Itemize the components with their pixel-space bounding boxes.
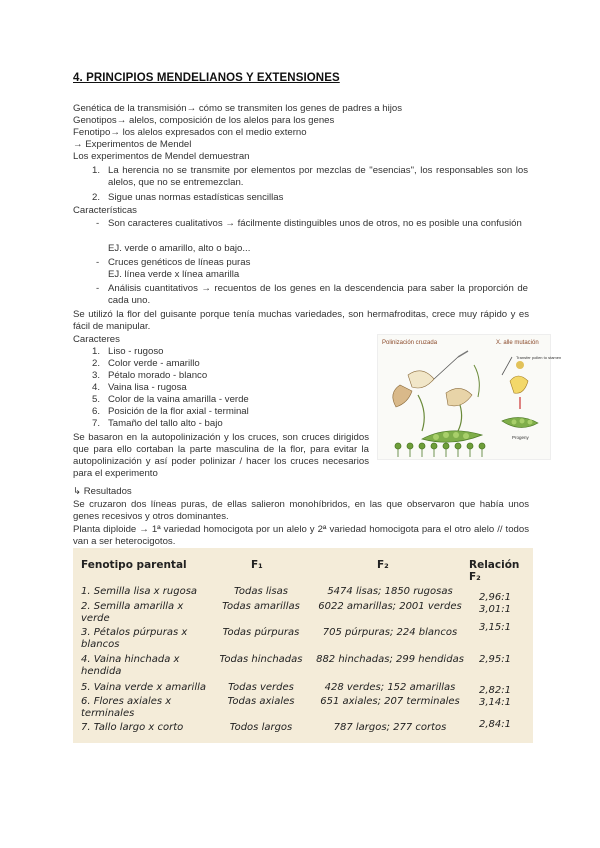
paragraph-planta: Planta diploide → 1ª variedad homocigota por un alelo y 2ª variedad homocigota para el otro alelo // todos van a ser heterocigotos. xyxy=(73,524,529,547)
section-title: 4. PRINCIPIOS MENDELIANOS Y EXTENSIONES xyxy=(73,72,340,84)
figure-right-label: X. alle mutación xyxy=(496,340,539,346)
table-cell: 2,95:1 xyxy=(479,654,511,665)
table-cell: 882 hinchadas; 299 hendidas xyxy=(316,654,464,665)
list-subitem: EJ. línea verde x línea amarilla xyxy=(108,269,240,280)
list-number: 3. xyxy=(92,370,101,381)
resultados-label: ↳ Resultados xyxy=(73,486,132,497)
paragraph-cruzaron: Se cruzaron dos líneas puras, de ellas salieron monohíbridos, en las que observaron que había unos genes recesivos y otros dominantes. xyxy=(73,499,529,522)
table-cell: 4. Vaina hinchada x hendida xyxy=(81,654,180,677)
bullet-dash: - xyxy=(96,283,100,294)
list-item: Liso - rugoso xyxy=(108,346,164,357)
table-cell: 3,01:1 xyxy=(479,604,511,615)
list-number: 2. xyxy=(92,192,101,203)
list-item: Color verde - amarillo xyxy=(108,358,200,369)
list-item: La herencia no se transmite por elementos por mezclas de "esencias", los responsables son los alelos, que no se entremezclan. xyxy=(108,165,528,188)
list-item: Color de la vaina amarilla - verde xyxy=(108,394,249,405)
bullet-dash: - xyxy=(96,218,100,229)
pollination-illustration xyxy=(378,335,562,459)
table-cell: 705 púrpuras; 224 blancos xyxy=(322,627,458,638)
intro-line: Los experimentos de Mendel demuestran xyxy=(73,151,250,162)
table-cell: 2,96:1 xyxy=(479,592,511,603)
table-cell: Todas axiales xyxy=(227,696,295,707)
table-cell: 5. Vaina verde x amarilla xyxy=(81,682,206,693)
table-cell: Todas hinchadas xyxy=(219,654,303,665)
table-cell: Todas amarillas xyxy=(222,601,300,612)
caracteres-label: Caracteres xyxy=(73,334,120,345)
list-number: 6. xyxy=(92,406,101,417)
table-cell: 5474 lisas; 1850 rugosas xyxy=(327,586,453,597)
list-number: 4. xyxy=(92,382,101,393)
table-cell: 6022 amarillas; 2001 verdes xyxy=(318,601,462,612)
intro-line: → Experimentos de Mendel xyxy=(73,139,192,150)
intro-line: Genotipos→ alelos, composición de los alelos para los genes xyxy=(73,115,335,126)
intro-line: Fenotipo→ los alelos expresados con el medio externo xyxy=(73,127,307,138)
list-number: 1. xyxy=(92,165,101,176)
paragraph-guisante: Se utilizó la flor del guisante porque tenía muchas variedades, son hermafroditas, crece muy rápido y es fácil de manipular. xyxy=(73,309,529,332)
table-cell: Todas lisas xyxy=(234,586,288,597)
list-item: Vaina lisa - rugosa xyxy=(108,382,187,393)
caracteristicas-label: Características xyxy=(73,205,137,216)
list-subitem: EJ. verde o amarillo, alto o bajo... xyxy=(108,243,251,254)
paragraph-autopolinizacion: Se basaron en la autopolinización y los cruces, son cruces dirigidos que para ello cortaban la parte masculina de la flor, para evitar la autopolinización y así poder polinizar / hacer los cruces necesarios para el experimento xyxy=(73,432,369,479)
table-cell: 3,14:1 xyxy=(479,697,511,708)
figure-left-label: Polinización cruzada xyxy=(382,340,438,346)
table-header: F₁ xyxy=(251,559,263,571)
table-cell: 3,15:1 xyxy=(479,622,511,633)
table-cell: 2,84:1 xyxy=(479,719,511,730)
table-cell: Todas púrpuras xyxy=(222,627,300,638)
table-header: Fenotipo parental xyxy=(81,559,187,571)
table-cell: Todos largos xyxy=(229,722,293,733)
list-number: 2. xyxy=(92,358,101,369)
table-cell: 1. Semilla lisa x rugosa xyxy=(81,586,198,597)
list-item: Son caracteres cualitativos → fácilmente distinguibles unos de otros, no es posible una confusión xyxy=(108,218,522,229)
intro-line: Genética de la transmisión→ cómo se transmiten los genes de padres a hijos xyxy=(73,103,403,114)
table-cell: 428 verdes; 152 amarillas xyxy=(324,682,456,693)
table-header: Relación F₂ xyxy=(469,559,520,583)
table-cell: 787 largos; 277 cortos xyxy=(333,722,447,733)
table-cell: Todas verdes xyxy=(228,682,294,693)
list-item: Análisis cuantitativos → recuentos de los genes en la descendencia para saber la proporción de cada uno. xyxy=(108,283,528,306)
list-number: 5. xyxy=(92,394,101,405)
table-cell: 6. Flores axiales x terminales xyxy=(81,696,172,719)
figure-progeny-label: Progeny xyxy=(512,435,529,440)
mendel-results-table xyxy=(73,548,533,743)
list-number: 1. xyxy=(92,346,101,357)
list-item: Sigue unas normas estadísticas sencillas xyxy=(108,192,284,203)
table-cell: 7. Tallo largo x corto xyxy=(81,722,184,733)
list-item: Tamaño del tallo alto - bajo xyxy=(108,418,223,429)
table-cell: 2. Semilla amarilla x verde xyxy=(81,601,184,624)
table-cell: 651 axiales; 207 terminales xyxy=(320,696,460,707)
pea-pollination-figure xyxy=(377,334,562,460)
list-number: 7. xyxy=(92,418,101,429)
list-item: Cruces genéticos de líneas puras xyxy=(108,257,251,268)
table-cell: 3. Pétalos púrpuras x blancos xyxy=(81,627,188,650)
bullet-dash: - xyxy=(96,257,100,268)
list-item: Pétalo morado - blanco xyxy=(108,370,208,381)
list-item: Posición de la flor axial - terminal xyxy=(108,406,249,417)
table-cell: 2,82:1 xyxy=(479,685,511,696)
figure-transfer-label: Transfer pollen to stamen xyxy=(516,355,562,360)
table-header: F₂ xyxy=(377,559,389,571)
